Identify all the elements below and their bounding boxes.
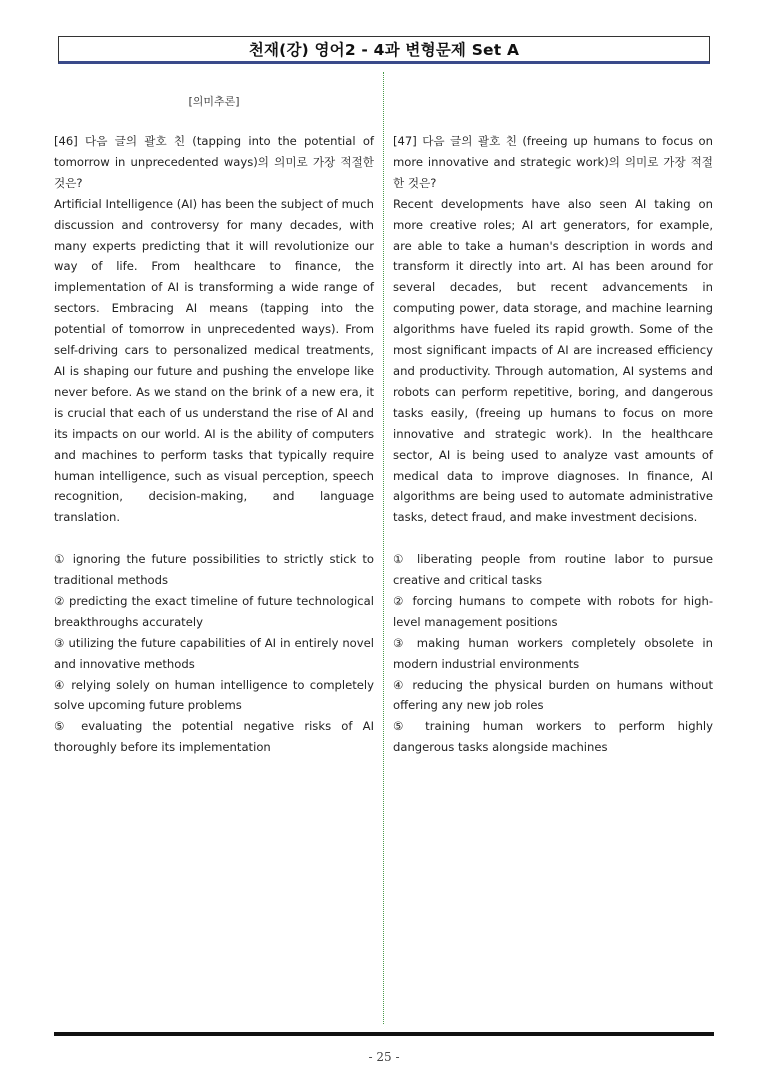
page-number: - 25 -	[368, 1050, 400, 1064]
answer-option: ⑤ training human workers to perform highly dangerous tasks alongside machines	[393, 719, 713, 755]
footer-rule	[54, 1032, 714, 1036]
answer-option: ④ reducing the physical burden on humans without offering any new job roles	[393, 677, 713, 713]
answer-option: ② forcing humans to compete with robots for high-level management positions	[393, 593, 713, 629]
answer-option: ③ making human workers completely obsolete in modern industrial environments	[393, 635, 713, 671]
answer-option: ① liberating people from routine labor to pursue creative and critical tasks	[393, 552, 713, 588]
question-passage: Recent developments have also seen AI taking on more creative roles; AI art generators, for example, are able to take a human's description in words and transform it directly into art. AI has been around for several decades, but recent advancements in computing power, data storage, and machine learning algorithms have fueled its rapid growth. Some of the most significant impacts of AI are increased efficiency and productivity. Through automation, AI systems and robots can perform repetitive, boring, and dangerous tasks easily, (freeing up humans to focus on more innovative and strategic work). In the healthcare sector, AI is being used to analyze vast amounts of medical data to improve diagnoses. In finance, AI algorithms are being used to automate administrative tasks, detect fraud, and make investment decisions.	[393, 196, 713, 525]
question-47	[393, 131, 713, 758]
question-46	[54, 131, 374, 758]
answer-option: ③ utilizing the future capabilities of AI in entirely novel and innovative methods	[54, 635, 374, 671]
answer-option: ⑤ evaluating the potential negative risks of AI thoroughly before its implementation	[54, 719, 374, 755]
question-prompt: [46] 다음 글의 괄호 친 (tapping into the potential of tomorrow in unprecedented ways)의 의미로 가장 적절한 것은?	[54, 134, 375, 190]
question-passage: Artificial Intelligence (AI) has been the subject of much discussion and controversy for many decades, with many experts predicting that it will revolutionize our way of life. From healthcare to finance, the implementation of AI is transforming a wide range of sectors. Embracing AI means (tapping into the potential of tomorrow in unprecedented ways). From self-driving cars to personalized medical treatments, AI is shaping our future and pushing the envelope like never before. As we stand on the brink of a new era, it is crucial that each of us understand the rise of AI and its impacts on our world. AI is the ability of computers and machines to perform tasks that typically require human intelligence, such as visual perception, speech recognition, decision-making, and language translation.	[54, 196, 374, 525]
page-header	[58, 36, 710, 64]
column-divider	[383, 72, 384, 1024]
page-title: 천재(강) 영어2 - 4과 변형문제 Set A	[248, 41, 520, 59]
answer-option: ② predicting the exact timeline of future technological breakthroughs accurately	[54, 593, 374, 629]
section-tag: [의미추론]	[188, 95, 240, 108]
question-prompt: [47] 다음 글의 괄호 친 (freeing up humans to focus on more innovative and strategic work)의 의미로 가장 적절한 것은?	[393, 134, 713, 190]
answer-option: ④ relying solely on human intelligence to completely solve upcoming future problems	[54, 677, 374, 713]
answer-option: ① ignoring the future possibilities to strictly stick to traditional methods	[54, 552, 374, 588]
